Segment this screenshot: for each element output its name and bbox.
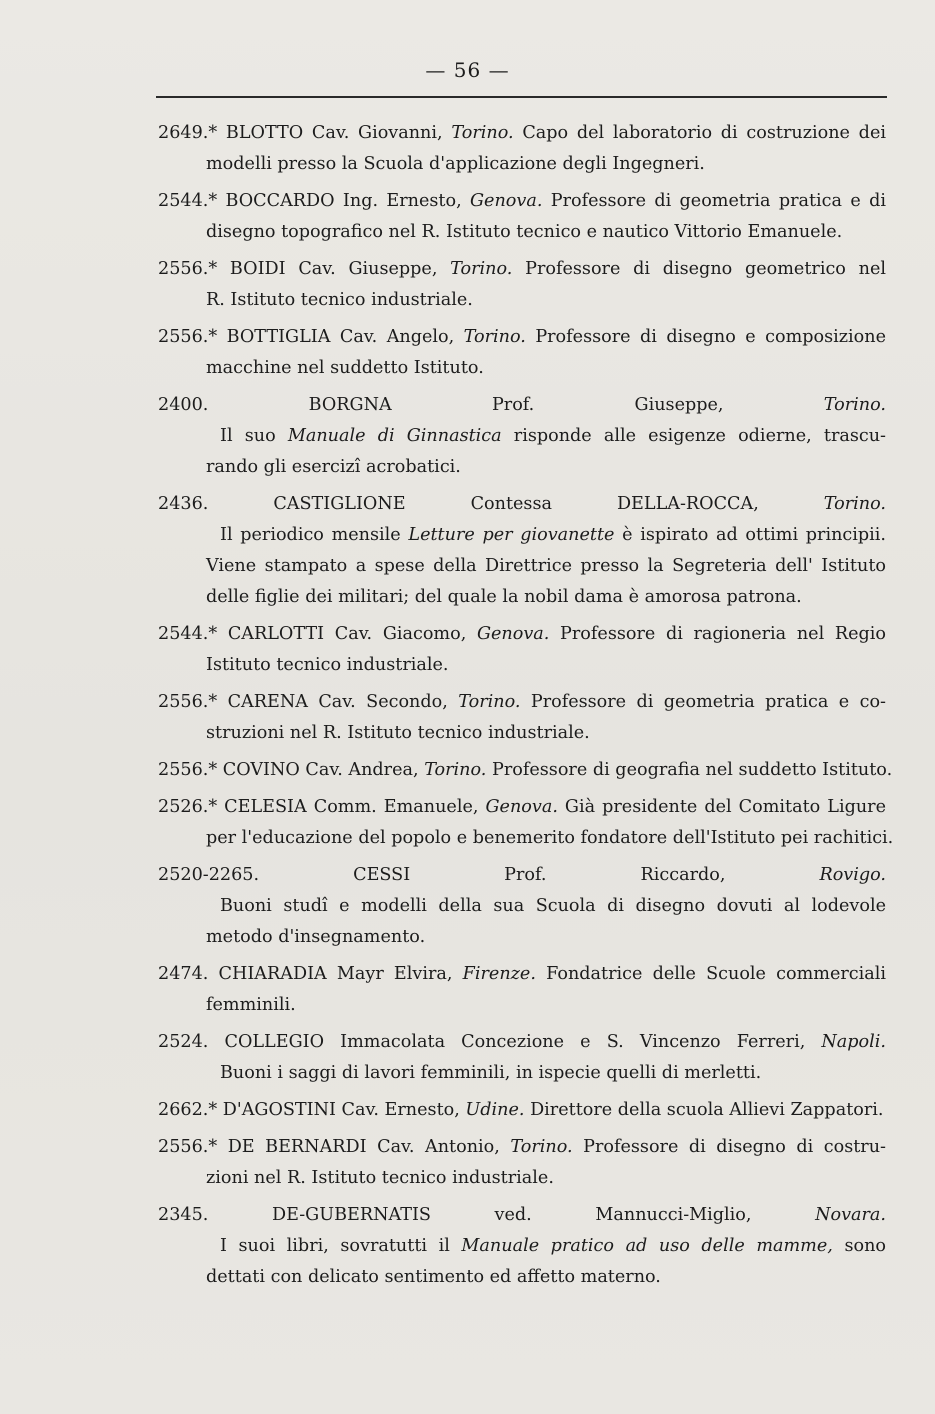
catalog-entry — [158, 1095, 886, 1126]
entry-text: Professore di disegno di costru- — [572, 1137, 886, 1157]
entry-text: Buoni studî e modelli della sua Scuola di disegno dovuti al lodevole — [220, 896, 886, 916]
catalog-entry — [158, 619, 886, 681]
entry-text: Fondatrice delle Scuole commerciali — [535, 964, 887, 984]
entry-text: macchine nel suddetto Istituto. — [206, 358, 484, 378]
entry-text: rando gli esercizî acrobatici. — [206, 457, 461, 477]
entry-text: modelli presso la Scuola d'applicazione degli Ingegneri. — [206, 154, 705, 174]
catalog-entry — [158, 1132, 886, 1194]
entry-line — [158, 1058, 886, 1089]
entry-italic-text: Torino. — [510, 1137, 573, 1157]
entry-line — [158, 823, 894, 854]
entry-line — [158, 718, 886, 749]
entry-italic-text: Genova. — [485, 797, 558, 817]
entry-line — [158, 421, 886, 452]
entry-line — [158, 687, 886, 718]
entry-text: 2526.* CELESIA Comm. Emanuele, — [158, 797, 486, 817]
entry-text: Istituto tecnico industriale. — [206, 655, 449, 675]
catalog-entry — [158, 1027, 886, 1089]
entry-text: Professore di disegno e composizione — [525, 327, 886, 347]
entry-line — [158, 922, 886, 953]
catalog-entry — [158, 959, 886, 1021]
entry-text: Già presidente del Comitato Ligure — [557, 797, 886, 817]
entry-italic-text: Udine. — [465, 1100, 525, 1120]
entry-line — [158, 1027, 886, 1058]
entry-italic-text: Manuale pratico ad uso delle mamme, — [461, 1236, 833, 1256]
entry-text: Professore di geografia nel suddetto Istituto. — [486, 760, 893, 780]
entry-line — [158, 1163, 886, 1194]
entry-text: Professore di ragioneria nel Regio — [549, 624, 886, 644]
entry-text: Professore di geometria pratica e co- — [520, 692, 886, 712]
entry-line — [158, 390, 886, 421]
entry-italic-text: Genova. — [476, 624, 550, 644]
entry-line — [158, 1231, 886, 1262]
entry-text: R. Istituto tecnico industriale. — [206, 290, 473, 310]
entry-italic-text: Torino. — [823, 494, 886, 514]
entry-text: struzioni nel R. Istituto tecnico industriale. — [206, 723, 590, 743]
entry-text: I suoi libri, sovratutti il — [220, 1236, 462, 1256]
page-number: — 56 — — [425, 58, 510, 82]
entry-line — [158, 619, 886, 650]
entry-text: Viene stampato a spese della Direttrice presso la Segreteria dell' Istituto — [206, 556, 886, 576]
entry-text: 2556.* CARENA Cav. Secondo, — [158, 692, 459, 712]
entry-text: 2400. BORGNA Prof. Giuseppe, — [158, 395, 824, 415]
catalog-entry — [158, 390, 886, 483]
entry-text: disegno topografico nel R. Istituto tecnico e nautico Vittorio Emanuele. — [206, 222, 843, 242]
entry-line — [158, 322, 886, 353]
entry-italic-text: Torino. — [823, 395, 886, 415]
entry-text: Professore di geometria pratica e di — [542, 191, 886, 211]
entry-text: femminili. — [206, 995, 296, 1015]
entry-text: 2436. CASTIGLIONE Contessa DELLA-ROCCA, — [158, 494, 824, 514]
entry-text: Direttore della scuola Allievi Zappatori. — [524, 1100, 884, 1120]
entry-text: è ispirato ad ottimi principii. — [614, 525, 886, 545]
catalog-entry — [158, 489, 886, 613]
entry-line — [158, 650, 886, 681]
entry-text: Buoni i saggi di lavori femminili, in ispecie quelli di merletti. — [220, 1063, 762, 1083]
catalog-entry — [158, 755, 893, 786]
entry-italic-text: Firenze. — [462, 964, 536, 984]
entry-italic-text: Torino. — [463, 327, 526, 347]
entry-text: dettati con delicato sentimento ed affetto materno. — [206, 1267, 661, 1287]
entry-text: 2544.* BOCCARDO Ing. Ernesto, — [158, 191, 470, 211]
entry-line — [158, 118, 886, 149]
entry-text: Il periodico mensile — [220, 525, 409, 545]
entry-line — [158, 520, 886, 551]
catalog-entry — [158, 792, 894, 854]
entry-line — [158, 582, 886, 613]
entry-line — [158, 1262, 886, 1293]
header-rule — [156, 96, 887, 98]
entry-text: zioni nel R. Istituto tecnico industriale. — [206, 1168, 554, 1188]
entry-text: sono — [832, 1236, 886, 1256]
entry-italic-text: Genova. — [470, 191, 543, 211]
entry-text: Professore di disegno geometrico nel — [512, 259, 886, 279]
entry-line — [158, 959, 886, 990]
entry-text: 2556.* BOIDI Cav. Giuseppe, — [158, 259, 451, 279]
entry-line — [158, 452, 886, 483]
entry-line — [158, 217, 886, 248]
catalog-entry — [158, 322, 886, 384]
entry-italic-text: Torino. — [458, 692, 521, 712]
entry-line — [158, 489, 886, 520]
entry-italic-text: Manuale di Ginnastica — [287, 426, 502, 446]
entry-line — [158, 755, 893, 786]
entry-text: 2520-2265. CESSI Prof. Riccardo, — [158, 865, 820, 885]
entry-line — [158, 1132, 886, 1163]
entry-italic-text: Novara. — [815, 1205, 886, 1225]
entry-line — [158, 1095, 886, 1126]
catalog-entry — [158, 254, 886, 316]
entry-text: Capo del laboratorio di costruzione dei — [513, 123, 886, 143]
entry-line — [158, 551, 886, 582]
entry-line — [158, 285, 886, 316]
entry-italic-text: Napoli. — [821, 1032, 886, 1052]
entry-text: Il suo — [220, 426, 288, 446]
entry-line — [158, 990, 886, 1021]
entry-line — [158, 792, 886, 823]
entry-text: metodo d'insegnamento. — [206, 927, 426, 947]
catalog-entry — [158, 186, 886, 248]
entry-line — [158, 353, 886, 384]
entry-italic-text: Letture per giovanette — [408, 525, 615, 545]
entry-text: 2474. CHIARADIA Mayr Elvira, — [158, 964, 463, 984]
entry-italic-text: Torino. — [450, 259, 513, 279]
entry-line — [158, 891, 886, 922]
entry-text: 2544.* CARLOTTI Cav. Giacomo, — [158, 624, 477, 644]
entry-text: 2345. DE-GUBERNATIS ved. Mannucci-Miglio, — [158, 1205, 816, 1225]
entry-text: 2556.* DE BERNARDI Cav. Antonio, — [158, 1137, 511, 1157]
catalog-entry — [158, 118, 886, 180]
entry-text: 2662.* D'AGOSTINI Cav. Ernesto, — [158, 1100, 466, 1120]
entry-line — [158, 149, 886, 180]
entry-text: risponde alle esigenze odierne, trascu- — [501, 426, 887, 446]
entry-list — [158, 118, 894, 1299]
entry-text: 2556.* BOTTIGLIA Cav. Angelo, — [158, 327, 464, 347]
entry-line — [158, 186, 886, 217]
entry-text: per l'educazione del popolo e benemerito fondatore dell'Istituto pei rachitici. — [206, 828, 894, 848]
entry-italic-text: Rovigo. — [819, 865, 886, 885]
catalog-entry — [158, 1200, 886, 1293]
entry-text: 2556.* COVINO Cav. Andrea, — [158, 760, 425, 780]
entry-line — [158, 860, 886, 891]
entry-text: delle figlie dei militari; del quale la nobil dama è amorosa patrona. — [206, 587, 802, 607]
catalog-entry — [158, 860, 886, 953]
entry-line — [158, 254, 886, 285]
entry-line — [158, 1200, 886, 1231]
entry-text: 2649.* BLOTTO Cav. Giovanni, — [158, 123, 452, 143]
catalog-entry — [158, 687, 886, 749]
entry-italic-text: Torino. — [424, 760, 487, 780]
entry-italic-text: Torino. — [451, 123, 514, 143]
entry-text: 2524. COLLEGIO Immacolata Concezione e S. Vincenzo Ferreri, — [158, 1032, 822, 1052]
